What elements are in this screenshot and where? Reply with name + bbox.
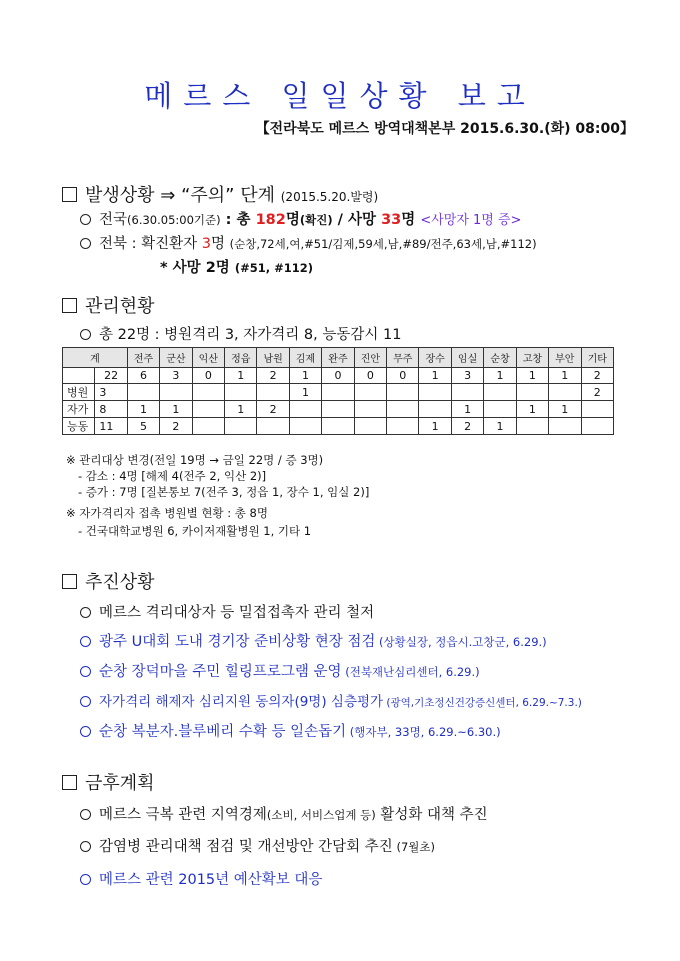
table-cell: 6: [127, 368, 159, 384]
table-cell: [354, 384, 386, 401]
table-cell: 3: [95, 384, 127, 401]
progress-item: 자가격리 해제자 심리지원 동의자(9명) 심층평가 (광역,기초정신건강증신센터, 6.29.~7.3.): [80, 690, 582, 710]
jeonbuk-status-line: 전북 : 확진환자 3명 (순창,72세,여,#51/김제,59세,남,#89/전주,63세,남,#112): [80, 232, 537, 253]
table-cell: [192, 401, 224, 418]
table-cell: [289, 401, 321, 418]
table-cell: [192, 418, 224, 435]
table-header-cell: 진안: [354, 348, 386, 368]
table-cell: 1: [289, 368, 321, 384]
circle-bullet-icon: [80, 329, 91, 340]
table-cell: 1: [451, 401, 483, 418]
table-header-cell: 순창: [484, 348, 516, 368]
report-title: 메르스 일일상황 보고: [144, 79, 536, 113]
progress-item: 광주 U대회 도내 경기장 준비상황 현장 점검 (상황실장, 정읍시.고창군, 6.29.): [80, 630, 547, 651]
table-row: [63, 368, 614, 384]
plan-item: 메르스 극복 관련 지역경제(소비, 서비스업계 등) 활성화 대책 추진: [80, 803, 488, 824]
table-cell: [516, 384, 548, 401]
table-cell: [581, 401, 614, 418]
table-row: [63, 384, 614, 401]
table-cell: 2: [257, 401, 289, 418]
table-cell: [516, 418, 548, 435]
plan-item: 메르스 관련 2015년 예산확보 대응: [80, 868, 322, 889]
plan-item: 감염병 관리대책 점검 및 개선방안 간담회 추진 (7월초): [80, 835, 435, 856]
circle-bullet-icon: [80, 874, 91, 885]
table-cell: [289, 418, 321, 435]
circle-bullet-icon: [80, 696, 91, 707]
table-cell: [257, 418, 289, 435]
circle-bullet-icon: [80, 666, 91, 677]
table-cell: 22: [95, 368, 127, 384]
table-cell: 능동: [63, 418, 95, 435]
checkbox-square-icon: [62, 298, 77, 313]
table-cell: [322, 418, 354, 435]
section-progress-heading: 추진상황: [62, 568, 155, 594]
table-cell: 2: [451, 418, 483, 435]
circle-bullet-icon: [80, 607, 91, 618]
circle-bullet-icon: [80, 636, 91, 647]
table-header-cell: 정읍: [225, 348, 257, 368]
checkbox-square-icon: [62, 574, 77, 589]
table-cell: 1: [225, 368, 257, 384]
table-header-cell: 부안: [549, 348, 581, 368]
table-cell: 5: [127, 418, 159, 435]
table-cell: [225, 384, 257, 401]
table-cell: 자가: [63, 401, 95, 418]
table-cell: 1: [549, 401, 581, 418]
note-decrease: - 감소 : 4명 [해제 4(전주 2, 익산 2)]: [78, 469, 267, 483]
table-cell: 3: [451, 368, 483, 384]
note-hospitals: - 건국대학교병원 6, 카이저재활병원 1, 기타 1: [78, 524, 312, 538]
table-header-cell: 김제: [289, 348, 321, 368]
management-table: [62, 347, 614, 435]
table-cell: 0: [354, 368, 386, 384]
issuer-date: 【전라북도 메르스 방역대책본부 2015.6.30.(화) 08:00】: [255, 121, 634, 137]
table-cell: 0: [192, 368, 224, 384]
table-header-cell: 남원: [257, 348, 289, 368]
table-cell: [225, 418, 257, 435]
section-occurrence-heading: 발생상황 ⇒ “주의” 단계 (2015.5.20.발령): [62, 181, 378, 207]
section-management-heading: 관리현황: [62, 292, 155, 318]
table-cell: [581, 418, 614, 435]
circle-bullet-icon: [80, 809, 91, 820]
table-header-cell: 기타: [581, 348, 614, 368]
table-header-cell: 고창: [516, 348, 548, 368]
table-cell: 11: [95, 418, 127, 435]
section-plan-heading: 금후계획: [62, 769, 155, 795]
table-cell: [192, 384, 224, 401]
table-cell: 2: [581, 368, 614, 384]
table-cell: 2: [257, 368, 289, 384]
table-cell: 8: [95, 401, 127, 418]
table-cell: 1: [549, 368, 581, 384]
table-cell: [451, 384, 483, 401]
table-cell: [322, 384, 354, 401]
table-header-row: [63, 348, 614, 368]
table-cell: [549, 384, 581, 401]
table-cell: [354, 401, 386, 418]
checkbox-square-icon: [62, 187, 77, 202]
table-cell: 1: [484, 418, 516, 435]
table-cell: [419, 384, 451, 401]
table-cell: 1: [484, 368, 516, 384]
table-header-cell: 완주: [322, 348, 354, 368]
table-cell: [127, 384, 159, 401]
table-cell: [63, 368, 95, 384]
table-cell: 1: [419, 368, 451, 384]
progress-item: 순창 장덕마을 주민 힐링프로그램 운영 (전북재난심리센터, 6.29.): [80, 660, 480, 681]
jeonbuk-confirmed-count: 3: [201, 236, 211, 252]
table-cell: 1: [127, 401, 159, 418]
management-summary-line: 총 22명 : 병원격리 3, 자가격리 8, 능동감시 11: [80, 323, 401, 344]
progress-item: 순창 복분자.블루베리 수확 등 일손돕기 (행자부, 33명, 6.29.~6.30.): [80, 720, 501, 741]
table-cell: [549, 418, 581, 435]
circle-bullet-icon: [80, 238, 91, 249]
circle-bullet-icon: [80, 726, 91, 737]
table-cell: [354, 418, 386, 435]
table-cell: 1: [160, 401, 192, 418]
table-cell: [257, 384, 289, 401]
national-status-line: 전국(6.30.05:00기준) : 총 182명(확진) / 사망 33명 <사망자 1명 증>: [80, 208, 521, 229]
table-cell: 1: [225, 401, 257, 418]
table-cell: 1: [419, 418, 451, 435]
note-change: ※ 관리대상 변경(전일 19명 → 금일 22명 / 증 3명): [66, 453, 324, 467]
table-cell: 1: [289, 384, 321, 401]
table-header-cell: 무주: [387, 348, 419, 368]
table-cell: [419, 401, 451, 418]
table-header-cell: 임실: [451, 348, 483, 368]
table-cell: [484, 384, 516, 401]
table-cell: 1: [516, 368, 548, 384]
table-cell: [160, 384, 192, 401]
note-contacts: ※ 자가격리자 접촉 병원별 현황 : 총 8명: [66, 506, 268, 520]
table-cell: 0: [387, 368, 419, 384]
table-cell: [387, 384, 419, 401]
table-cell: 1: [516, 401, 548, 418]
jeonbuk-deaths-line: * 사망 2명 (#51, #112): [160, 260, 314, 276]
table-cell: [387, 418, 419, 435]
table-header-cell: 계: [63, 348, 128, 368]
table-cell: 병원: [63, 384, 95, 401]
table-cell: [322, 401, 354, 418]
table-cell: 3: [160, 368, 192, 384]
circle-bullet-icon: [80, 841, 91, 852]
table-header-cell: 군산: [160, 348, 192, 368]
table-cell: [387, 401, 419, 418]
circle-bullet-icon: [80, 214, 91, 225]
table-cell: 2: [160, 418, 192, 435]
table-cell: 2: [581, 384, 614, 401]
national-confirmed-count: 182: [255, 212, 286, 228]
national-death-count: 33: [381, 212, 402, 228]
table-header-cell: 장수: [419, 348, 451, 368]
table-row: [63, 401, 614, 418]
table-cell: [484, 401, 516, 418]
table-cell: 0: [322, 368, 354, 384]
table-header-cell: 익산: [192, 348, 224, 368]
checkbox-square-icon: [62, 775, 77, 790]
progress-item: 메르스 격리대상자 등 밀접접촉자 관리 철저: [80, 601, 374, 622]
table-row: [63, 418, 614, 435]
note-increase: - 증가 : 7명 [질본통보 7(전주 3, 정읍 1, 장수 1, 임실 2)]: [78, 485, 370, 499]
table-header-cell: 전주: [127, 348, 159, 368]
